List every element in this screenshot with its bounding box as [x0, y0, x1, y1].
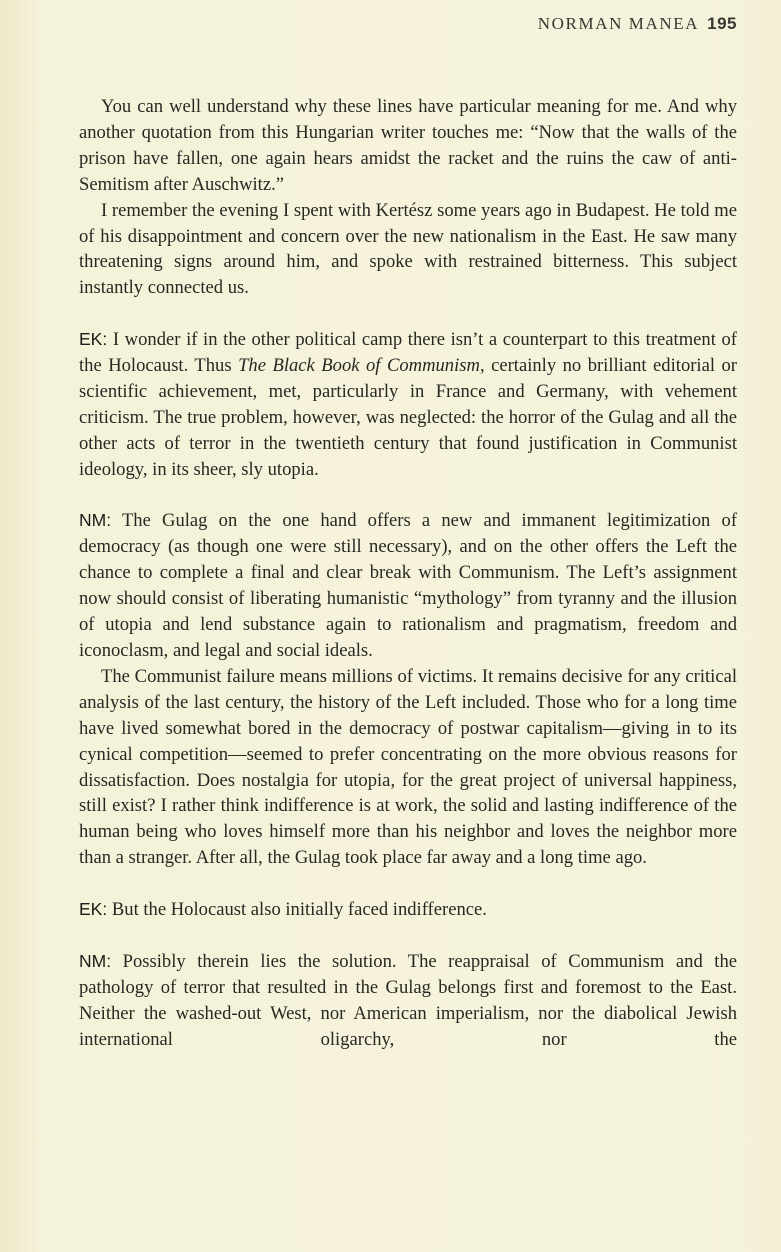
paragraph-6 [79, 897, 737, 923]
paragraph-5 [79, 664, 737, 871]
running-header [538, 14, 737, 34]
paragraph-7 [79, 949, 737, 1053]
book-title: The Black Book of Communism [238, 355, 480, 377]
paragraph-text: The Communist failure means millions of victims. It remains decisive for any critical analysis of the last century, the history of the Left included. Those who for a long time have lived somewhat bored in the democracy of postwar capitalism—giving in to its cynical competition—seemed to prefer concentrating on the more obvious reasons for dissatisfaction. Does nostalgia for utopia, for the great project of universal happiness, still exist? I rather think indifference is at work, the solid and lasting indifference of the human being who loves himself more than his neighbor and loves the neighbor more than a stranger. After all, the Gulag took place far away and a long time ago. [79, 665, 737, 869]
paragraph-text: Possibly therein lies the solution. The reappraisal of Communism and the pathology of terror that resulted in the Gulag belongs first and foremost to the East. Neither the washed-out West, nor American imperialism, nor the diabolical Jewish international oligarchy, nor the [79, 950, 737, 1050]
paragraph-text: You can well understand why these lines have particular meaning for me. And why another quotation from this Hungarian writer touches me: “Now that the walls of the prison have fallen, one again hears amidst the racket and the ruins the caw of anti-Semitism after Auschwitz.” [79, 96, 737, 195]
paragraph-gap [79, 871, 737, 897]
paragraph-gap [79, 301, 737, 327]
running-head-title: NORMAN MANEA [537, 14, 700, 33]
paragraph-text: I remember the evening I spent with Kertész some years ago in Budapest. He told me of his disappointment and concern over the new nationalism in the East. He saw many threatening signs around him, and spoke with restrained bitterness. This subject instantly connected us. [79, 199, 737, 299]
paragraph-4 [79, 508, 737, 663]
paragraph-text: But the Holocaust also initially faced indifference. [111, 899, 487, 921]
speaker-label: NM: [79, 950, 112, 971]
page-number: 195 [707, 14, 737, 33]
paragraph-2 [79, 198, 737, 302]
paragraph-gap [79, 923, 737, 949]
speaker-label: EK: [79, 899, 108, 920]
paragraph-text: , certainly no brilliant editorial or scientific achievement, met, particularly in France and Germany, with vehement criticism. The true problem, however, was neglected: the horror of the Gulag and all the other acts of terror in the twentieth century that found justification in Communist ideology, in its sheer, sly utopia. [79, 355, 737, 480]
paragraph-gap [79, 483, 737, 509]
body-text [79, 94, 737, 1052]
paragraph-text: I wonder if in the other political camp there isn’t a counterpart to this treatment of the Holocaust. Thus [79, 329, 738, 377]
paragraph-text: The Gulag on the one hand offers a new and immanent legitimization of democracy (as though one were still necessary), and on the other offers the Left the chance to complete a final and clear break with Communism. The Left’s assignment now should consist of liberating humanistic “mythology” from tyranny and the illusion of utopia and lend substance again to rationalism and pragmatism, freedom and iconoclasm, and legal and social ideals. [79, 510, 738, 661]
paragraph-1 [79, 94, 737, 198]
paragraph-3 [79, 327, 737, 482]
speaker-label: EK: [79, 329, 108, 350]
speaker-label: NM: [79, 510, 112, 531]
